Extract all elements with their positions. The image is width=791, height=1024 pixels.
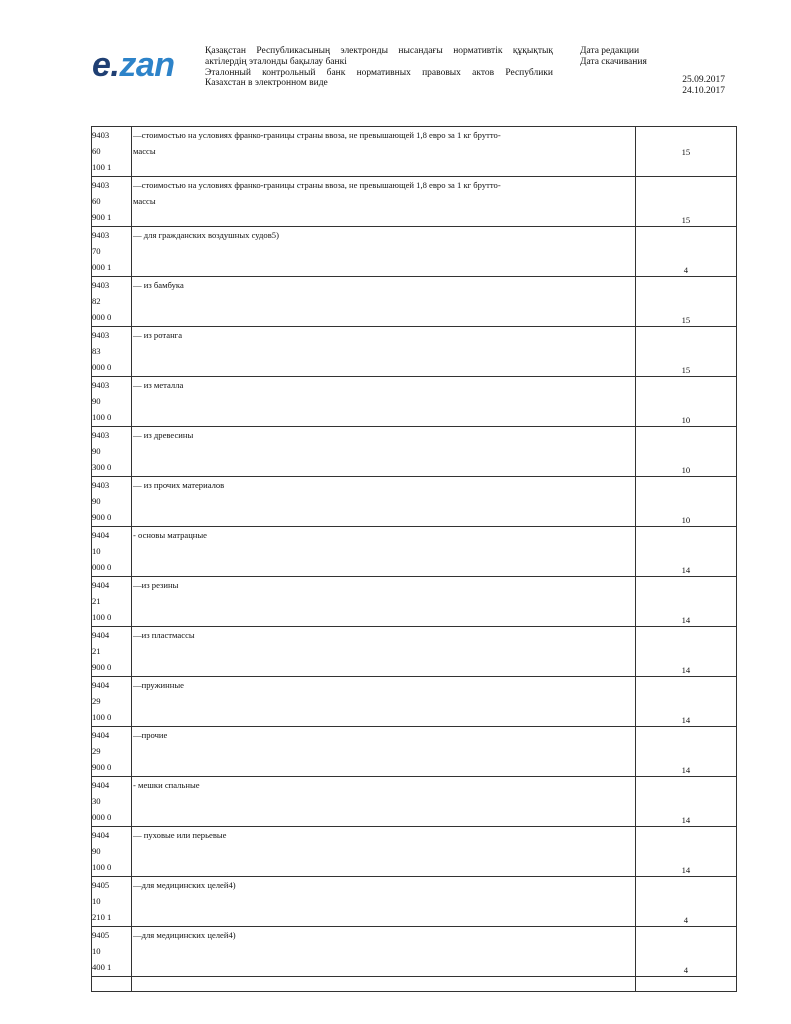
header-dates xyxy=(682,75,725,97)
code-part: 400 1 xyxy=(92,962,112,972)
code-part: 9403 xyxy=(92,380,110,390)
description-text: - основы матрацные xyxy=(133,530,207,540)
description-cell xyxy=(132,277,636,327)
duty-rate-cell xyxy=(635,777,736,827)
code-part: 9405 xyxy=(92,880,110,890)
code-part: 900 0 xyxy=(92,662,112,672)
code-part: 70 xyxy=(92,246,101,256)
commodity-code-cell xyxy=(92,277,132,327)
edit-date-label: Дата редакции xyxy=(580,46,640,56)
code-part: 000 0 xyxy=(92,562,112,572)
duty-rate-cell xyxy=(635,227,736,277)
code-part: 90 xyxy=(92,846,101,856)
description-cell xyxy=(132,127,636,177)
duty-rate-cell xyxy=(635,277,736,327)
code-part: 100 0 xyxy=(92,862,112,872)
ru-title-line1: Эталонный контрольный банк нормативных правовых актов Республики xyxy=(205,67,553,78)
code-part: 9403 xyxy=(92,330,110,340)
description-text: —для медицинских целей4) xyxy=(133,880,236,890)
description-text: —прочие xyxy=(133,730,168,740)
table-row xyxy=(92,227,737,277)
description-text: - мешки спальные xyxy=(133,780,200,790)
code-part: 100 0 xyxy=(92,612,112,622)
code-part: 000 0 xyxy=(92,812,112,822)
code-part: 100 1 xyxy=(92,162,112,172)
duty-rate-cell xyxy=(635,877,736,927)
description-text: — из ротанга xyxy=(133,330,183,340)
code-part: 10 xyxy=(92,546,101,556)
empty-cell xyxy=(635,977,736,992)
duty-rate-value: 14 xyxy=(681,865,691,875)
code-part: 29 xyxy=(92,746,101,756)
duty-rate-value: 15 xyxy=(681,365,691,375)
description-cell xyxy=(132,477,636,527)
duty-rate-value: 14 xyxy=(681,765,691,775)
table-row xyxy=(92,927,737,977)
commodity-code-cell xyxy=(92,727,132,777)
duty-rate-value: 15 xyxy=(681,315,691,325)
description-text: — из металла xyxy=(133,380,184,390)
duty-rate-value: 14 xyxy=(681,715,691,725)
duty-rate-value: 14 xyxy=(681,565,691,575)
code-part: 9404 xyxy=(92,630,110,640)
description-text: — из бамбука xyxy=(133,280,184,290)
code-part: 9403 xyxy=(92,130,110,140)
kz-title-line1: Қазақстан Республикасының электронды нысандағы нормативтік құқықтық xyxy=(205,46,553,56)
description-cell xyxy=(132,927,636,977)
code-part: 9403 xyxy=(92,430,110,440)
commodity-code-cell xyxy=(92,777,132,827)
duty-rate-value: 10 xyxy=(681,465,691,475)
code-part: 900 0 xyxy=(92,512,112,522)
duty-rate-value: 10 xyxy=(681,415,691,425)
description-text: —пружинные xyxy=(133,680,184,690)
table-row xyxy=(92,827,737,877)
duty-rate-value: 14 xyxy=(681,665,691,675)
description-cell xyxy=(132,227,636,277)
table-row xyxy=(92,477,737,527)
description-text: —стоимостью на условиях франко-границы страны ввоза, не превышающей 1,8 евро за 1 кг брутто- xyxy=(133,130,501,140)
table-row xyxy=(92,177,737,227)
code-part: 9403 xyxy=(92,230,110,240)
commodity-code-cell xyxy=(92,127,132,177)
code-part: 000 0 xyxy=(92,312,112,322)
code-part: 9403 xyxy=(92,480,110,490)
duty-rate-cell xyxy=(635,927,736,977)
code-part: 210 1 xyxy=(92,912,112,922)
code-part: 9404 xyxy=(92,780,110,790)
description-text: — для гражданских воздушных судов5) xyxy=(133,230,279,240)
code-part: 9404 xyxy=(92,830,110,840)
description-text: массы xyxy=(133,196,156,206)
empty-cell xyxy=(92,977,132,992)
table-row xyxy=(92,327,737,377)
table-row xyxy=(92,577,737,627)
table-row xyxy=(92,727,737,777)
download-date-label: Дата скачивания xyxy=(580,56,647,67)
header-bank-title xyxy=(205,46,553,89)
description-cell xyxy=(132,727,636,777)
duty-rate-value: 15 xyxy=(681,146,691,157)
code-part: 60 xyxy=(92,146,101,156)
duty-rate-cell xyxy=(635,127,736,177)
download-date-value: 24.10.2017 xyxy=(682,85,725,96)
tariff-table xyxy=(91,126,737,992)
duty-rate-cell xyxy=(635,727,736,777)
description-text: —для медицинских целей4) xyxy=(133,930,236,940)
table-row xyxy=(92,377,737,427)
table-row xyxy=(92,527,737,577)
table-row xyxy=(92,677,737,727)
duty-rate-cell xyxy=(635,527,736,577)
commodity-code-cell xyxy=(92,827,132,877)
table-row xyxy=(92,877,737,927)
table-row xyxy=(92,127,737,177)
code-part: 9403 xyxy=(92,280,110,290)
commodity-code-cell xyxy=(92,377,132,427)
table-row xyxy=(92,777,737,827)
code-part: 60 xyxy=(92,196,101,206)
duty-rate-value: 14 xyxy=(681,615,691,625)
code-part: 21 xyxy=(92,596,101,606)
ezan-logo: e.zan xyxy=(92,46,175,84)
code-part: 90 xyxy=(92,446,101,456)
duty-rate-value: 15 xyxy=(681,215,691,225)
duty-rate-cell xyxy=(635,677,736,727)
description-cell xyxy=(132,177,636,227)
description-cell xyxy=(132,877,636,927)
duty-rate-cell xyxy=(635,177,736,227)
duty-rate-cell xyxy=(635,327,736,377)
code-part: 100 0 xyxy=(92,712,112,722)
code-part: 90 xyxy=(92,496,101,506)
description-cell xyxy=(132,777,636,827)
description-cell xyxy=(132,827,636,877)
code-part: 10 xyxy=(92,896,101,906)
description-text: — из древесины xyxy=(133,430,194,440)
description-cell xyxy=(132,627,636,677)
description-text: —из пластмассы xyxy=(133,630,195,640)
code-part: 9403 xyxy=(92,180,110,190)
description-cell xyxy=(132,677,636,727)
commodity-code-cell xyxy=(92,327,132,377)
duty-rate-value: 4 xyxy=(683,965,689,975)
description-text: —стоимостью на условиях франко-границы страны ввоза, не превышающей 1,8 евро за 1 кг брутто- xyxy=(133,180,501,190)
commodity-code-cell xyxy=(92,577,132,627)
code-part: 9404 xyxy=(92,730,110,740)
commodity-code-cell xyxy=(92,877,132,927)
code-part: 90 xyxy=(92,396,101,406)
duty-rate-cell xyxy=(635,577,736,627)
document-header xyxy=(0,0,791,110)
empty-cell xyxy=(132,977,636,992)
commodity-code-cell xyxy=(92,477,132,527)
duty-rate-cell xyxy=(635,627,736,677)
table-row xyxy=(92,627,737,677)
commodity-code-cell xyxy=(92,427,132,477)
code-part: 100 0 xyxy=(92,412,112,422)
duty-rate-value: 10 xyxy=(681,515,691,525)
duty-rate-cell xyxy=(635,477,736,527)
code-part: 9404 xyxy=(92,680,110,690)
code-part: 9404 xyxy=(92,580,110,590)
commodity-code-cell xyxy=(92,927,132,977)
code-part: 9405 xyxy=(92,930,110,940)
code-part: 10 xyxy=(92,946,101,956)
table-row xyxy=(92,427,737,477)
commodity-code-cell xyxy=(92,227,132,277)
edit-date-value: 25.09.2017 xyxy=(682,75,725,85)
description-text: массы xyxy=(133,146,156,156)
description-text: — из прочих материалов xyxy=(133,480,225,490)
code-part: 900 1 xyxy=(92,212,112,222)
code-part: 83 xyxy=(92,346,101,356)
commodity-code-cell xyxy=(92,527,132,577)
header-date-labels xyxy=(580,46,647,68)
commodity-code-cell xyxy=(92,177,132,227)
duty-rate-cell xyxy=(635,827,736,877)
code-part: 900 0 xyxy=(92,762,112,772)
duty-rate-cell xyxy=(635,427,736,477)
code-part: 000 0 xyxy=(92,362,112,372)
description-cell xyxy=(132,427,636,477)
duty-rate-cell xyxy=(635,377,736,427)
empty-row xyxy=(92,977,737,992)
commodity-code-cell xyxy=(92,627,132,677)
description-cell xyxy=(132,327,636,377)
description-text: —из резины xyxy=(133,580,179,590)
description-cell xyxy=(132,527,636,577)
code-part: 300 0 xyxy=(92,462,112,472)
code-part: 82 xyxy=(92,296,101,306)
table-row xyxy=(92,277,737,327)
duty-rate-value: 4 xyxy=(683,915,689,925)
code-part: 30 xyxy=(92,796,101,806)
duty-rate-value: 4 xyxy=(683,265,689,275)
code-part: 9404 xyxy=(92,530,110,540)
description-text: — пуховые или перьевые xyxy=(133,830,227,840)
commodity-code-cell xyxy=(92,677,132,727)
duty-rate-value: 14 xyxy=(681,815,691,825)
code-part: 29 xyxy=(92,696,101,706)
ru-title-line2: Казахстан в электронном виде xyxy=(205,78,328,89)
description-cell xyxy=(132,377,636,427)
code-part: 000 1 xyxy=(92,262,112,272)
code-part: 21 xyxy=(92,646,101,656)
description-cell xyxy=(132,577,636,627)
kz-title-line2: актілердің эталонды бақылау банкі xyxy=(205,56,347,67)
